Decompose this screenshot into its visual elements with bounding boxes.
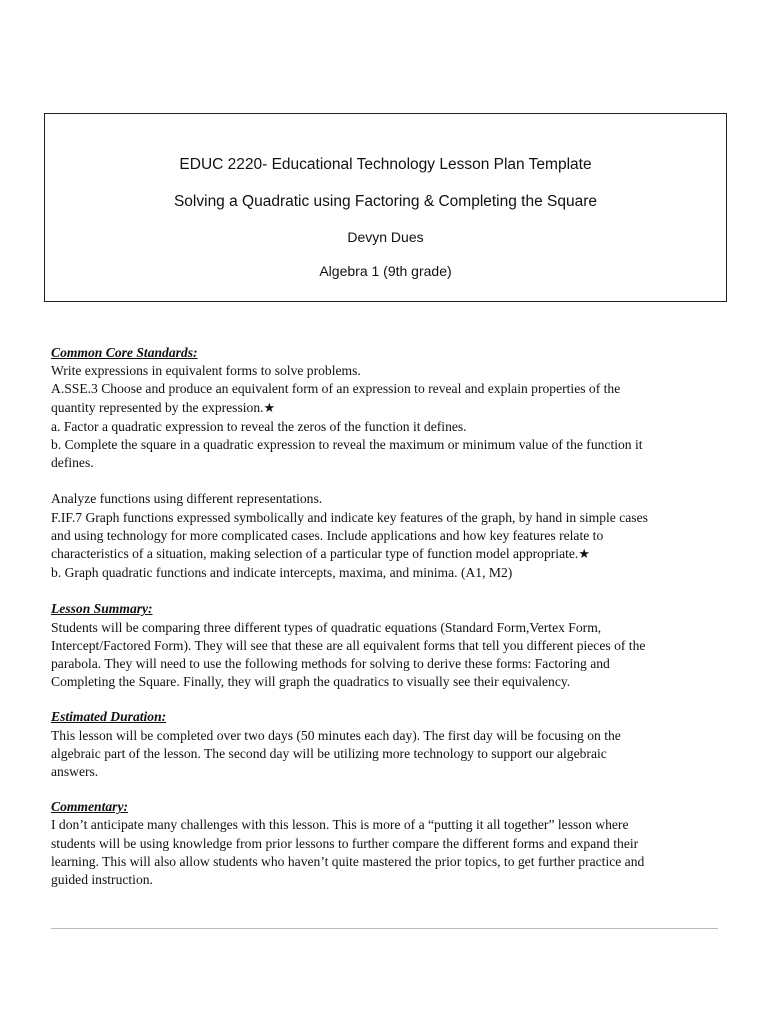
duration-line: This lesson will be completed over two days (50 minutes each day). The first day will be focusing on the bbox=[51, 727, 621, 743]
standards-line bbox=[51, 399, 723, 418]
standards-line: a. Factor a quadratic expression to reveal the zeros of the function it defines. bbox=[51, 418, 467, 434]
standards-line: and using technology for more complicated cases. Include applications and how key features relate to bbox=[51, 527, 604, 543]
course-title: EDUC 2220- Educational Technology Lesson Plan Template bbox=[179, 156, 592, 173]
summary-line: Students will be comparing three different types of quadratic equations (Standard Form,Vertex Form, bbox=[51, 619, 602, 635]
summary-line: Intercept/Factored Form). They will see that these are all equivalent forms that tell you different pieces of the bbox=[51, 637, 646, 653]
commentary-line: students will be using knowledge from prior lessons to further compare the different forms and expand their bbox=[51, 835, 639, 851]
commentary-line: learning. This will also allow students who haven’t quite mastered the prior topics, to get further practice and bbox=[51, 853, 645, 869]
standards-text: quantity represented by the expression. bbox=[51, 399, 264, 415]
commentary-line: guided instruction. bbox=[51, 872, 153, 888]
lesson-title: Solving a Quadratic using Factoring & Completing the Square bbox=[173, 193, 598, 210]
commentary-heading: Commentary: bbox=[51, 799, 129, 815]
standards-heading: Common Core Standards: bbox=[51, 345, 198, 360]
standards-line: Write expressions in equivalent forms to solve problems. bbox=[51, 363, 361, 379]
author-name: Devyn Dues bbox=[347, 229, 424, 245]
grade-level: Algebra 1 (9th grade) bbox=[319, 263, 452, 279]
standards-line bbox=[51, 545, 723, 564]
duration-line: algebraic part of the lesson. The second day will be utilizing more technology to support our algebraic bbox=[51, 745, 607, 761]
commentary-line: I don’t anticipate many challenges with this lesson. This is more of a “putting it all together” lesson where bbox=[51, 817, 629, 833]
duration-heading: Estimated Duration: bbox=[51, 709, 167, 725]
duration-line: answers. bbox=[51, 764, 99, 780]
summary-line: Completing the Square. Finally, they will graph the quadratics to visually see their equivalency. bbox=[51, 674, 571, 690]
star-icon: ★ bbox=[578, 547, 590, 563]
summary-line: parabola. They will need to use the following methods for solving to derive these forms: Factoring and bbox=[51, 656, 610, 672]
star-icon: ★ bbox=[263, 400, 276, 416]
standards-text: characteristics of a situation, making selection of a particular type of function model appropriate. bbox=[51, 546, 579, 562]
page-divider bbox=[51, 928, 718, 929]
standards-line: Analyze functions using different representations. bbox=[51, 491, 323, 507]
lesson-body bbox=[51, 344, 723, 889]
standards-line: b. Complete the square in a quadratic expression to reveal the maximum or minimum value of the function it bbox=[51, 437, 643, 453]
standards-line: b. Graph quadratic functions and indicate intercepts, maxima, and minima. (A1, M2) bbox=[51, 565, 513, 581]
standards-line: F.IF.7 Graph functions expressed symbolically and indicate key features of the graph, by hand in simple cases bbox=[51, 509, 648, 525]
standards-line: defines. bbox=[51, 455, 94, 471]
standards-line: A.SSE.3 Choose and produce an equivalent form of an expression to reveal and explain properties of the bbox=[51, 381, 621, 397]
title-box bbox=[44, 113, 727, 302]
summary-heading: Lesson Summary: bbox=[51, 601, 153, 617]
